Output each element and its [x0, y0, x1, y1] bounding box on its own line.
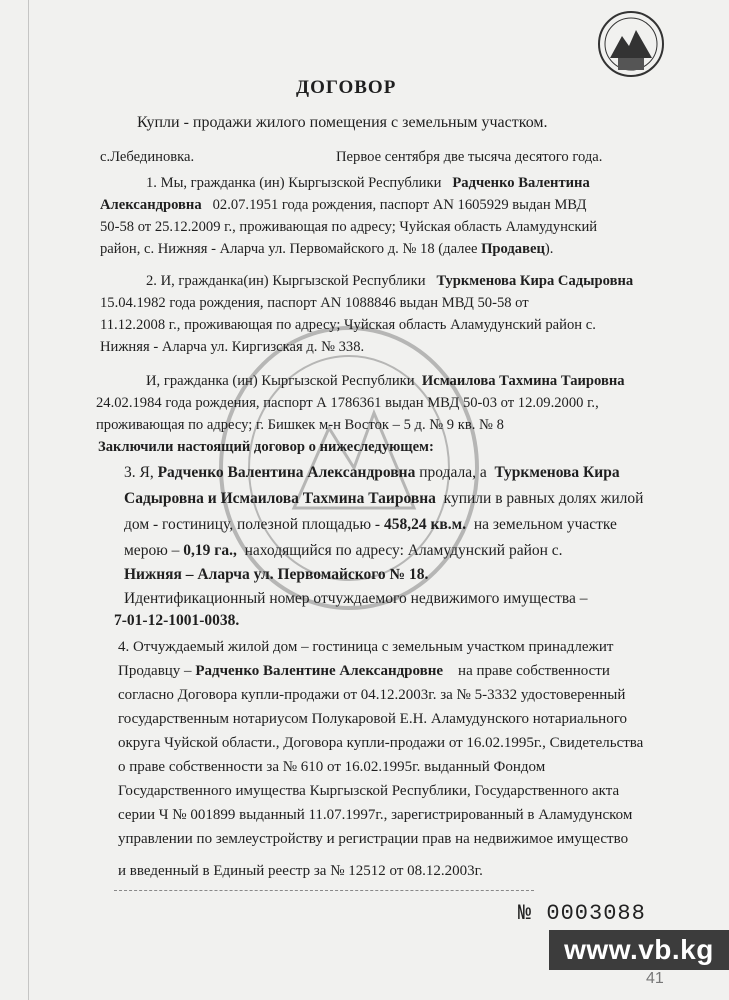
- p1-l2b: 02.07.1951 года рождения, паспорт AN 1605929 выдан МВД: [212, 197, 587, 213]
- p4-land-size: 0,19 га.,: [183, 542, 237, 559]
- p4-l1c: продала, а: [419, 464, 487, 481]
- p5-seller-name: Радченко Валентине Александровне: [195, 663, 444, 679]
- page-number: 41: [646, 970, 664, 987]
- p5-line6: о праве собственности за № 610 от 16.02.1995г. выданный Фондом: [118, 759, 546, 775]
- p1-line1: [146, 174, 590, 192]
- p1-l4c: ).: [544, 241, 554, 257]
- closing-rule: [114, 889, 534, 891]
- p4-l4a: мерою –: [124, 542, 180, 559]
- contract-place: с.Лебединовка.: [100, 149, 195, 165]
- p1-seller-name: Радченко Валентина: [452, 175, 590, 191]
- p4-line2: [124, 490, 643, 508]
- p1-seller-patronymic: Александровна: [100, 197, 202, 213]
- document-number: № 0003088: [518, 901, 646, 926]
- p3-line2: 24.02.1984 года рождения, паспорт А 1786361 выдан МВД 50-03 от 12.09.2000 г.,: [96, 395, 599, 411]
- p4-line6: Идентификационный номер отчуждаемого недвижимого имущества –: [124, 590, 588, 607]
- p3-buyer2-name: Исмаилова Тахмина Таировна: [421, 373, 625, 389]
- p4-buyer1-surname: Туркменова Кира: [494, 464, 620, 481]
- p4-buyers-names: Садыровна и Исмаилова Тахмина Таировна: [124, 490, 436, 507]
- p4-area: 458,24 кв.м.: [383, 516, 467, 533]
- p4-seller-name: Радченко Валентина Александровна: [157, 464, 416, 481]
- p5-line4: государственным нотариусом Полукаровой Е.Н. Аламудунского нотариального: [118, 711, 627, 727]
- p2-l1a: 2. И, гражданка(ин) Кыргызской Республики: [146, 273, 426, 289]
- p2-line3: 11.12.2008 г., проживающая по адресу; Чуйская область Аламудунский район с.: [100, 317, 596, 333]
- p5-line8: серии Ч № 001899 выданный 11.07.1997г., зарегистрированный в Аламудунском: [118, 807, 633, 823]
- p1-l1a: 1. Мы, гражданка (ин) Кыргызской Республики: [146, 175, 442, 191]
- p4-id-number: 7-01-12-1001-0038.: [114, 612, 240, 629]
- contract-date: Первое сентября две тысяча десятого года.: [336, 149, 603, 165]
- p5-line2: [118, 662, 610, 680]
- p5-line3: согласно Договора купли-продажи от 04.12.2003г. за № 5-3332 удостоверенный: [118, 687, 626, 703]
- p5-line1: 4. Отчуждаемый жилой дом – гостиница с земельным участком принадлежит: [118, 639, 614, 655]
- p2-buyer1-name: Туркменова Кира Садыровна: [436, 273, 634, 289]
- p1-seller-label: Продавец: [481, 241, 545, 257]
- concluded-heading: Заключили настоящий договор о нижеследующем:: [98, 439, 434, 455]
- scan-edge: [28, 0, 29, 1000]
- p4-line3: [124, 516, 617, 534]
- document-title: ДОГОВОР: [296, 77, 397, 98]
- p2-line1: [146, 272, 633, 290]
- p4-l3a: дом - гостиницу, полезной площадью -: [124, 516, 381, 533]
- p4-line1: [124, 464, 620, 482]
- p4-l1a: 3. Я,: [124, 464, 154, 481]
- p4-line5: Нижняя – Аларча ул. Первомайского № 18.: [124, 566, 429, 583]
- p5-l2c: на праве собственности: [458, 663, 610, 679]
- p3-line1: [146, 372, 625, 390]
- site-watermark: www.vb.kg: [549, 930, 729, 970]
- p5-l2a: Продавцу –: [118, 663, 192, 679]
- p5-line10: и введенный в Единый реестр за № 12512 от 08.12.2003г.: [118, 863, 483, 879]
- p2-line2: 15.04.1982 года рождения, паспорт AN 1088846 выдан МВД 50-58 от: [100, 295, 529, 311]
- p2-line4: Нижняя - Аларча ул. Киргизская д. № 338.: [100, 339, 365, 355]
- p1-l4a: район, с. Нижняя - Аларча ул. Первомайского д. № 18 (далее: [100, 241, 478, 257]
- p4-l4c: находящийся по адресу: Аламудунский район с.: [244, 542, 563, 559]
- p1-line2: [100, 196, 586, 214]
- p4-l3c: на земельном участке: [473, 516, 617, 533]
- document-subtitle: Купли - продажи жилого помещения с земельным участком.: [137, 114, 548, 131]
- p4-l2b: купили в равных долях жилой: [443, 490, 644, 507]
- notary-logo: [596, 6, 666, 88]
- p1-line3: 50-58 от 25.12.2009 г., проживающая по адресу; Чуйская область Аламудунский: [100, 219, 598, 235]
- p1-line4: [100, 240, 553, 258]
- p4-line4: [124, 542, 563, 560]
- p3-line3: проживающая по адресу; г. Бишкек м-н Восток – 5 д. № 9 кв. № 8: [96, 417, 504, 433]
- p5-line7: Государственного имущества Кыргызской Республики, Государственного акта: [118, 783, 620, 799]
- p5-line9: управлении по землеустройству и регистрации прав на недвижимое имущество: [118, 831, 629, 847]
- p5-line5: округа Чуйской области., Договора купли-продажи от 16.02.1995г., Свидетельства: [118, 735, 644, 751]
- p3-l1a: И, гражданка (ин) Кыргызской Республики: [146, 373, 415, 389]
